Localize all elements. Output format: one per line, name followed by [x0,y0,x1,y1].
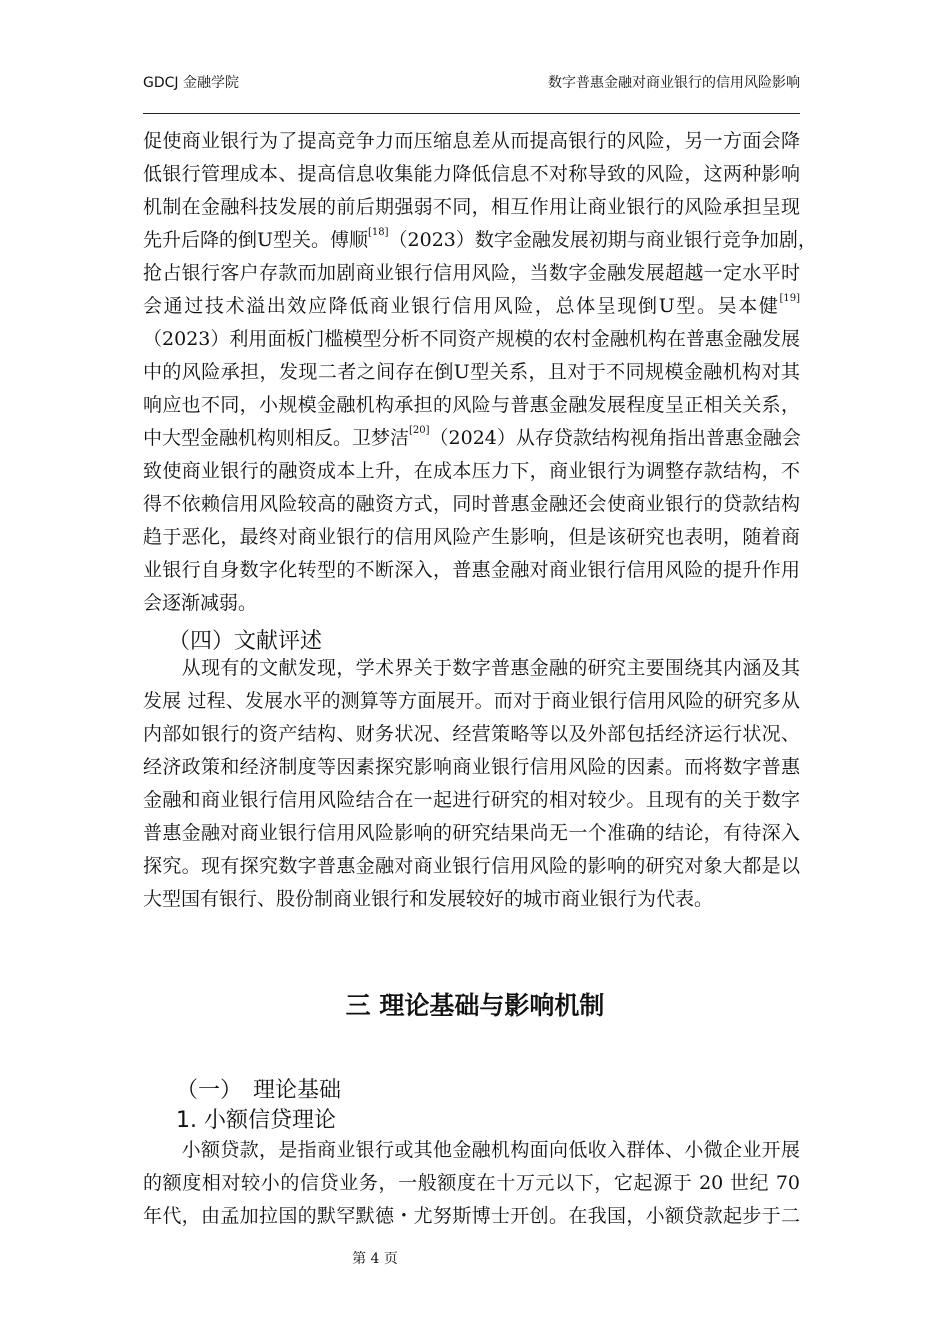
text-line [143,426,800,450]
text-segment: 大型国有银行、股份制商业银行和发展较好的城市商业银行为代表。 [143,888,714,910]
citation-ref: [20] [409,425,430,436]
text-line [143,591,800,615]
text-segment: 小额贷款，是指商业银行或其他金融机构面向低收入群体、小微企业开展 [143,1139,800,1161]
text-segment: 探究。现有探究数字普惠金融对商业银行信用风险的影响的研究对象大都是以 [143,855,800,877]
text-line [143,887,800,911]
text-segment: 会逐渐减弱。 [143,592,258,614]
text-segment: （2024）从存贷款结构视角指出普惠金融会 [429,427,801,449]
text-line [143,1171,800,1195]
text-segment: 年代，由孟加拉国的默罕默德・尤努斯博士开创。在我国，小额贷款起步于二 [143,1205,800,1227]
text-line [143,656,800,680]
text-segment: 经济政策和经济制度等因素探究影响商业银行信用风险的因素。而将数字普惠 [143,756,800,778]
text-line [143,1204,800,1228]
text-line [143,294,800,318]
subsection-heading: 1. 小额信贷理论 [176,1108,336,1133]
text-line [143,788,800,812]
text-segment: 低银行管理成本、提高信息收集能力降低信息不对称导致的风险，这两种影响 [143,163,800,185]
text-segment: 金融和商业银行信用风险结合在一起进行研究的相对较少。且现有的关于数字 [143,789,800,811]
section-heading-1: （一） 理论基础 [176,1078,342,1103]
text-line [143,525,800,549]
text-line [143,722,800,746]
text-segment: 中大型金融机构则相反。卫梦洁 [143,427,410,449]
section-heading-4: （四）文献评述 [168,629,323,654]
text-segment: 机制在金融科技发展的前后期强弱不同，相互作用让商业银行的风险承担呈现 [143,196,800,218]
text-segment: 会通过技术溢出效应降低商业银行信用风险，总体呈现倒U型。吴本健 [143,295,780,317]
header-left: GDCJ 金融学院 [143,75,239,91]
text-line [143,1138,800,1162]
text-line [143,360,800,384]
text-segment: 的额度相对较小的信贷业务，一般额度在十万元以下，它起源于 20 世纪 70 [143,1172,800,1194]
text-line [143,129,800,153]
text-line [143,227,817,252]
text-segment: 得不依赖信用风险较高的融资方式，同时普惠金融还会使商业银行的贷款结构 [143,493,800,515]
text-line [143,558,800,582]
text-line [143,459,800,483]
text-segment: 中的风险承担，发现二者之间存在倒U型关系，且对于不同规模金融机构对其 [143,361,800,383]
text-segment: 内部如银行的资产结构、财务状况、经营策略等以及外部包括经济运行状况、 [143,723,800,745]
text-segment: 响应也不同，小规模金融机构承担的风险与普惠金融发展程度呈正相关关系， [143,394,800,416]
page-number: 第 4 页 [352,1251,398,1267]
citation-ref: [18] [368,227,389,238]
text-line [143,854,800,878]
text-segment: 致使商业银行的融资成本上升，在成本压力下，商业银行为调整存款结构，不 [143,460,800,482]
text-line [143,162,800,186]
chapter-title: 三 理论基础与影响机制 [345,991,605,1020]
text-line [143,327,800,351]
text-line [143,689,800,713]
text-segment: 抢占银行客户存款而加剧商业银行信用风险，当数字金融发展超越一定水平时 [143,262,800,284]
text-segment: 普惠金融对商业银行信用风险影响的研究结果尚无一个准确的结论，有待深入 [143,822,800,844]
text-segment: 趋于恶化，最终对商业银行的信用风险产生影响，但是该研究也表明，随着商 [143,526,800,548]
text-line [143,393,800,417]
text-line [143,492,800,516]
header-right: 数字普惠金融对商业银行的信用风险影响 [548,75,800,91]
text-segment: 促使商业银行为了提高竞争力而压缩息差从而提高银行的风险，另一方面会降 [143,130,800,152]
text-segment: 发展 过程、发展水平的测算等方面展开。而对于商业银行信用风险的研究多从 [143,690,800,712]
text-segment: 业银行自身数字化转型的不断深入，普惠金融对商业银行信用风险的提升作用 [143,559,800,581]
text-line [143,821,800,845]
text-segment: （2023）数字金融发展初期与商业银行竞争加剧， [388,229,817,251]
citation-ref: [19] [779,293,800,304]
text-line [143,755,800,779]
text-segment: 先升后降的倒U型关。傅顺 [143,229,369,251]
text-line [143,195,800,219]
header-rule [143,113,800,114]
text-segment: （2023）利用面板门槛模型分析不同资产规模的农村金融机构在普惠金融发展 [143,328,800,350]
text-line [143,261,800,285]
text-segment: 从现有的文献发现，学术界关于数字普惠金融的研究主要围绕其内涵及其 [143,657,800,679]
